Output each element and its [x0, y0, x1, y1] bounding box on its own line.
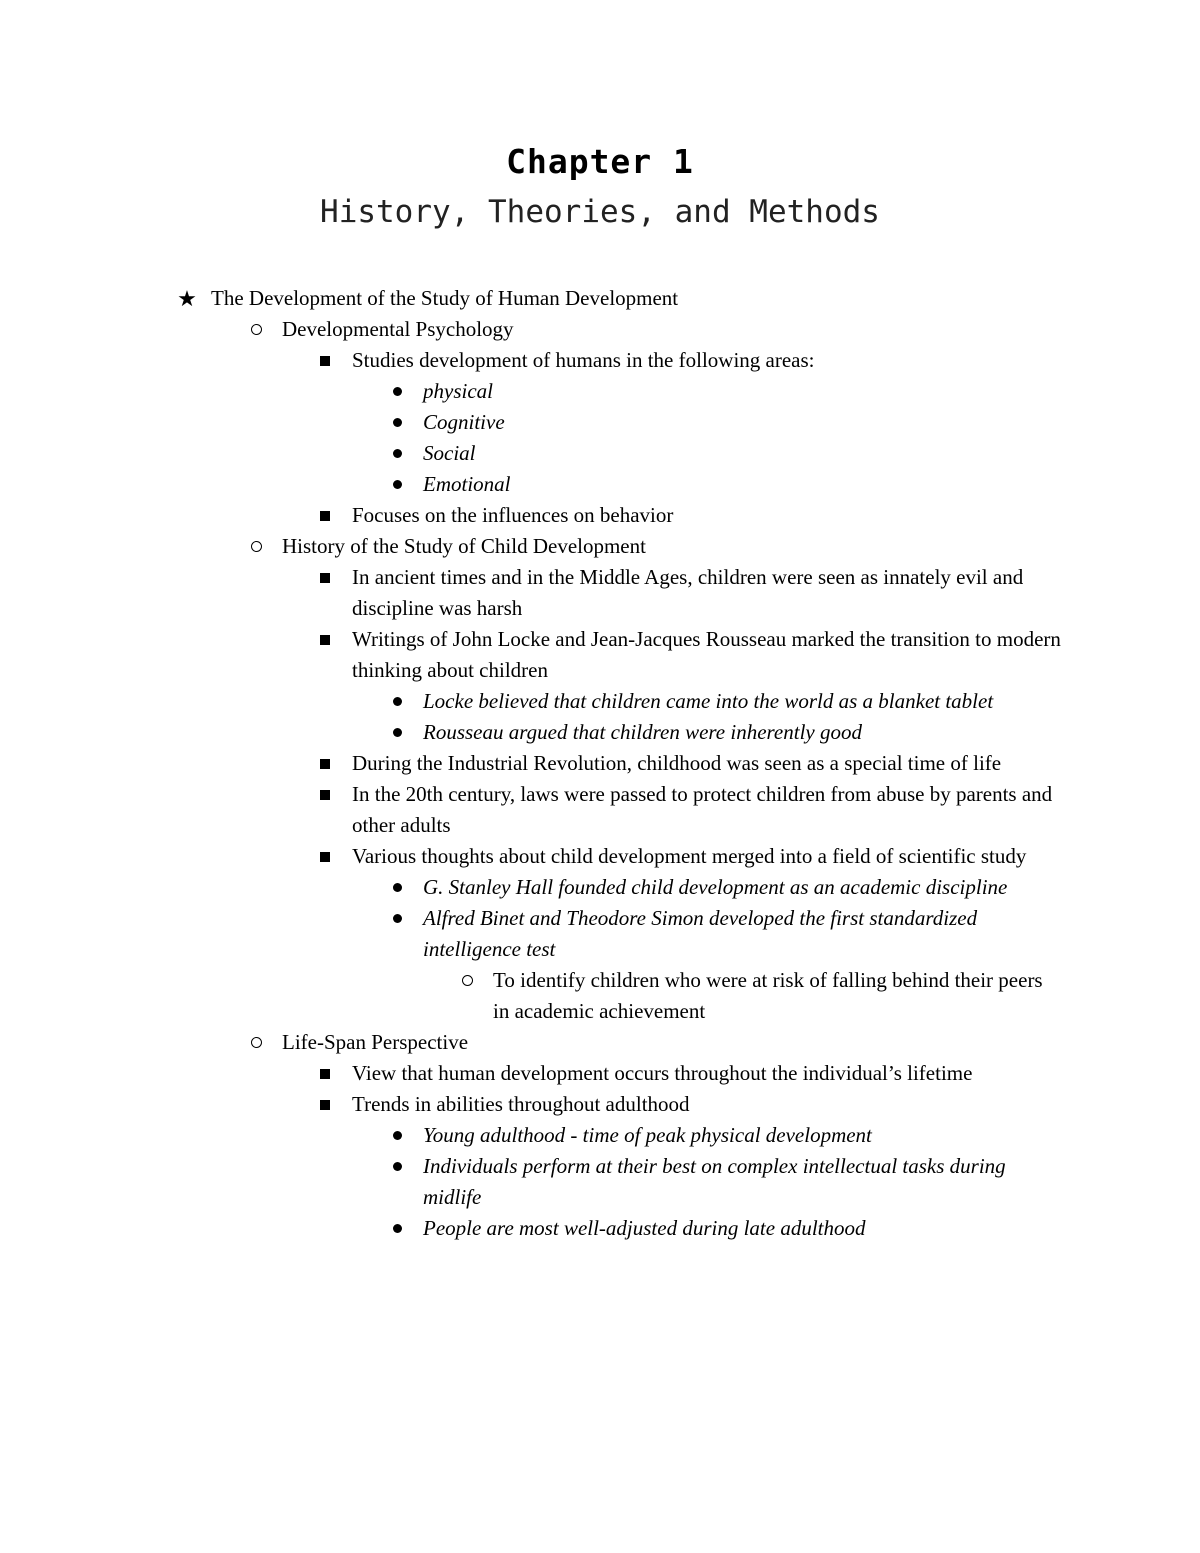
circle-bullet-icon [244, 1027, 268, 1058]
outline-item [0, 500, 1062, 531]
outline-item-text: Alfred Binet and Theodore Simon developed the first standardized intelligence test [423, 906, 978, 961]
square-bullet-icon [314, 1089, 336, 1120]
outline-item-text: Individuals perform at their best on complex intellectual tasks during midlife [423, 1154, 1006, 1209]
outline-item [0, 562, 1062, 624]
dot-bullet-icon [386, 469, 408, 500]
page-title: Chapter 1 [506, 142, 694, 181]
outline-item [0, 872, 1063, 903]
outline-item [0, 903, 1063, 965]
outline-item [0, 438, 1063, 469]
outline-item-text: Trends in abilities throughout adulthood [352, 1092, 690, 1116]
outline-item-text: Developmental Psychology [282, 317, 514, 341]
outline-item-text: During the Industrial Revolution, childhood was seen as a special time of life [352, 751, 1002, 775]
square-bullet-icon [314, 562, 336, 593]
outline-item-text: Studies development of humans in the following areas: [352, 348, 815, 372]
dot-bullet-icon [386, 1213, 408, 1244]
outline-item [0, 1058, 1062, 1089]
circle-bullet-icon [456, 965, 478, 996]
outline-item-text: People are most well-adjusted during late adulthood [423, 1216, 866, 1240]
outline-item [0, 779, 1062, 841]
outline-item-text: View that human development occurs throughout the individual’s lifetime [352, 1061, 973, 1085]
outline-item [0, 314, 1072, 345]
dot-bullet-icon [386, 717, 408, 748]
outline-item-text: Social [423, 441, 476, 465]
outline-item [0, 748, 1062, 779]
outline-item-text: Writings of John Locke and Jean-Jacques Rousseau marked the transition to modern thinking about children [352, 627, 1061, 682]
outline-item [0, 407, 1063, 438]
outline-item-text: In ancient times and in the Middle Ages, children were seen as innately evil and discipline was harsh [352, 565, 1024, 620]
outline-item [0, 1120, 1063, 1151]
outline-item-text: Rousseau argued that children were inherently good [423, 720, 862, 744]
circle-bullet-icon [244, 314, 268, 345]
outline-item [0, 1151, 1063, 1213]
outline-item-text: Focuses on the influences on behavior [352, 503, 674, 527]
square-bullet-icon [314, 345, 336, 376]
section-heading: The Development of the Study of Human Development [211, 286, 679, 310]
dot-bullet-icon [386, 872, 408, 903]
dot-bullet-icon [386, 407, 408, 438]
outline-item [0, 1213, 1063, 1244]
outline-section [0, 283, 1081, 314]
outline-item-text: Cognitive [423, 410, 505, 434]
page-subtitle: History, Theories, and Methods [320, 194, 880, 230]
outline-item [0, 469, 1063, 500]
outline-item-text: Various thoughts about child development merged into a field of scientific study [352, 844, 1027, 868]
square-bullet-icon [314, 500, 336, 531]
star-icon: ★ [177, 286, 197, 311]
dot-bullet-icon [386, 438, 408, 469]
outline-item [0, 1027, 1072, 1058]
square-bullet-icon [314, 748, 336, 779]
outline-item [0, 376, 1063, 407]
outline-item [0, 345, 1062, 376]
dot-bullet-icon [386, 376, 408, 407]
outline-item-text: Locke believed that children came into the world as a blanket tablet [423, 689, 994, 713]
outline-item [0, 531, 1072, 562]
outline-item [0, 624, 1062, 686]
outline-item-text: Life-Span Perspective [282, 1030, 469, 1054]
outline-item-text: G. Stanley Hall founded child development as an academic discipline [423, 875, 1008, 899]
square-bullet-icon [314, 779, 336, 810]
outline-item-text: In the 20th century, laws were passed to protect children from abuse by parents and other adults [352, 782, 1053, 837]
dot-bullet-icon [386, 686, 408, 717]
outline-item-text: physical [423, 379, 493, 403]
outline-item [0, 841, 1062, 872]
square-bullet-icon [314, 1058, 336, 1089]
dot-bullet-icon [386, 1120, 408, 1151]
outline-item [0, 1089, 1062, 1120]
outline-item [0, 717, 1063, 748]
outline-item-text: History of the Study of Child Development [282, 534, 646, 558]
outline-item-text: Emotional [423, 472, 511, 496]
outline-item-text: Young adulthood - time of peak physical development [423, 1123, 872, 1147]
outline-item [0, 686, 1063, 717]
outline-item-text: To identify children who were at risk of falling behind their peers in academic achievement [493, 968, 1043, 1023]
square-bullet-icon [314, 624, 336, 655]
square-bullet-icon [314, 841, 336, 872]
outline [0, 283, 1200, 1244]
dot-bullet-icon [386, 1151, 408, 1182]
circle-bullet-icon [244, 531, 268, 562]
dot-bullet-icon [386, 903, 408, 934]
outline-item [0, 965, 1063, 1027]
